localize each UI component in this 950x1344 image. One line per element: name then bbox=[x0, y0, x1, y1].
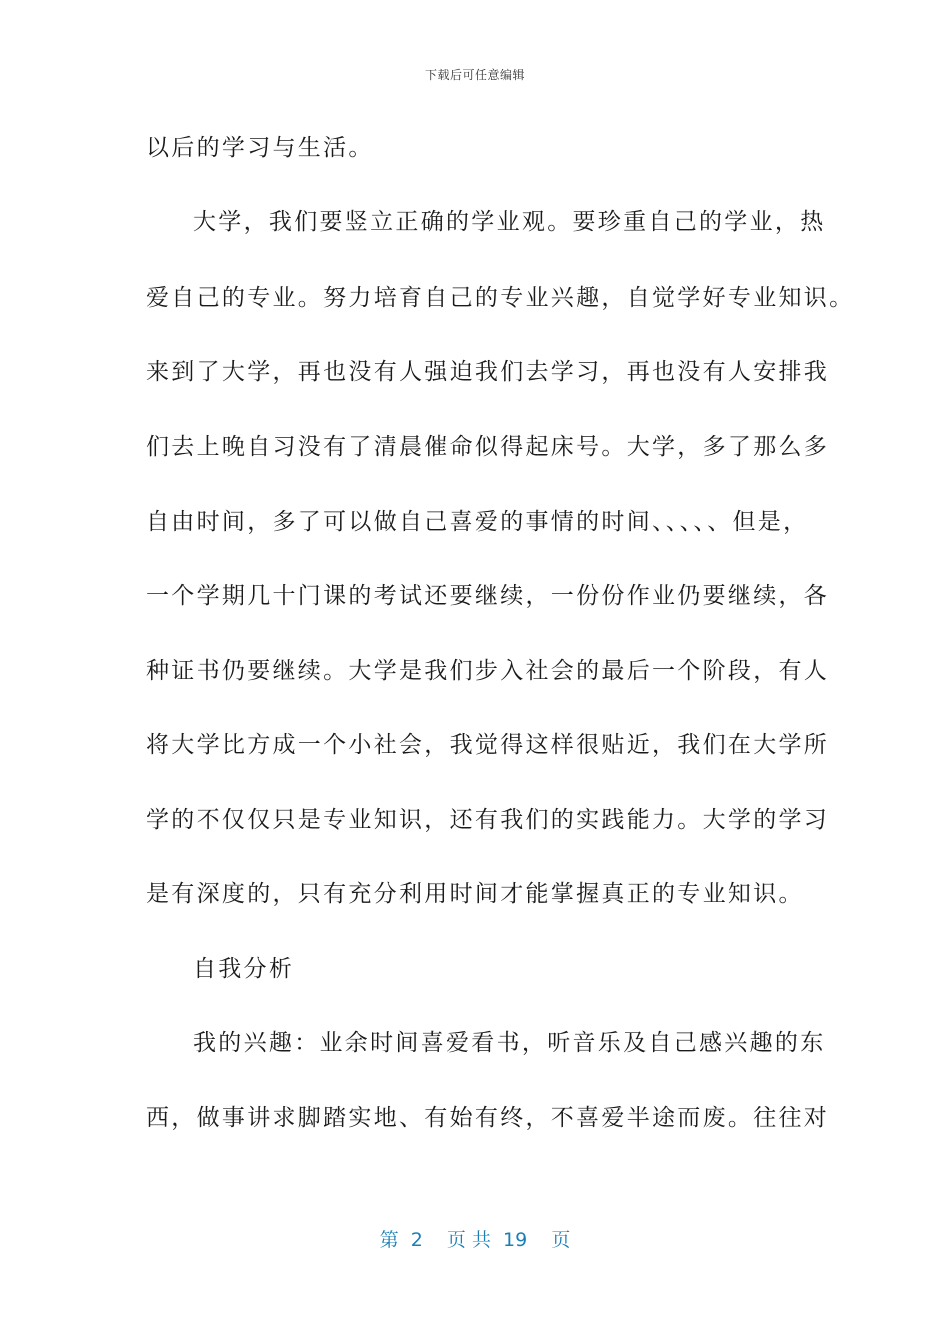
paragraph-line: 以后的学习与生活。 bbox=[146, 135, 374, 161]
paragraph-line: 爱自己的专业。努力培育自己的专业兴趣，自觉学好专业知识。 bbox=[146, 285, 855, 311]
paragraph-line: 将大学比方成一个小社会，我觉得这样很贴近，我们在大学所 bbox=[146, 732, 830, 758]
paragraph-line: 西，做事讲求脚踏实地、有始有终，不喜爱半途而废。往往对 bbox=[146, 1105, 830, 1131]
paragraph-line: 学的不仅仅只是专业知识，还有我们的实践能力。大学的学习 bbox=[146, 807, 830, 833]
paragraph-line: 们去上晚自习没有了清晨催命似得起床号。大学，多了那么多 bbox=[146, 434, 830, 460]
page-footer: 第 2 页 共 19 页 bbox=[379, 1229, 571, 1251]
section-heading: 自我分析 bbox=[193, 956, 295, 982]
paragraph-line: 是有深度的，只有充分利用时间才能掌握真正的专业知识。 bbox=[146, 881, 804, 907]
paragraph-line: 大学，我们要竖立正确的学业观。要珍重自己的学业，热 bbox=[193, 209, 826, 235]
page-header: 下载后可任意编辑 bbox=[424, 68, 525, 82]
paragraph-line: 来到了大学，再也没有人强迫我们去学习，再也没有人安排我 bbox=[146, 359, 830, 385]
paragraph-line: 一个学期几十门课的考试还要继续，一份份作业仍要继续，各 bbox=[146, 583, 830, 609]
paragraph-line: 我的兴趣：业余时间喜爱看书，听音乐及自己感兴趣的东 bbox=[193, 1030, 826, 1056]
paragraph-line: 自由时间，多了可以做自己喜爱的事情的时间、、、、、但是， bbox=[146, 509, 809, 535]
paragraph-line: 种证书仍要继续。大学是我们步入社会的最后一个阶段，有人 bbox=[146, 658, 830, 684]
